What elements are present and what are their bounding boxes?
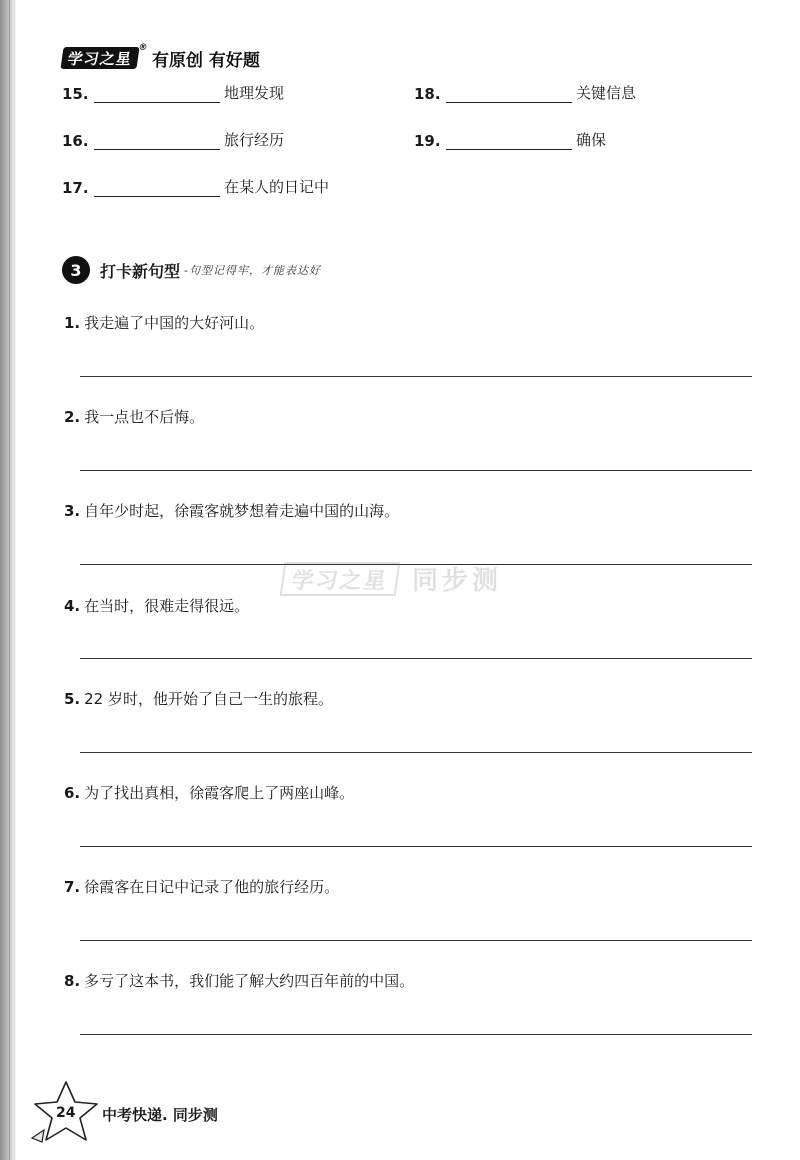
- section-title: 打卡新句型: [100, 261, 181, 281]
- page-footer: [24, 1080, 284, 1146]
- section-heading: [62, 256, 321, 284]
- sentence-item: 5. 22 岁时，他开始了自己一生的旅程。: [64, 690, 333, 708]
- sentence-item: 2. 我一点也不后悔。: [64, 408, 205, 426]
- sentence-item: 7. 徐霞客在日记中记录了他的旅行经历。: [64, 878, 340, 896]
- sentence-text: 我走遍了中国的大好河山。: [84, 314, 265, 332]
- sentence-text: 为了找出真相，徐霞客爬上了两座山峰。: [84, 784, 355, 802]
- footer-title: 中考快递. 同步测: [102, 1106, 218, 1124]
- answer-line[interactable]: [80, 470, 752, 471]
- blank-item-18: 18. 关键信息: [414, 84, 637, 103]
- answer-blank[interactable]: [446, 135, 572, 150]
- sentence-text: 自年少时起，徐霞客就梦想着走遍中国的山海。: [84, 502, 400, 520]
- answer-line[interactable]: [80, 752, 752, 753]
- page-header: [62, 44, 260, 72]
- sentence-item: 1. 我走遍了中国的大好河山。: [64, 314, 265, 332]
- watermark-logo: 学习之星: [280, 562, 401, 596]
- sentence-item: 8. 多亏了这本书，我们能了解大约四百年前的中国。: [64, 972, 415, 990]
- answer-blank[interactable]: [94, 182, 220, 197]
- watermark-text: 同步测: [412, 566, 503, 596]
- blank-item-19: 19. 确保: [414, 131, 607, 150]
- answer-line[interactable]: [80, 1034, 752, 1035]
- answer-line[interactable]: [80, 376, 752, 377]
- answer-line[interactable]: [80, 846, 752, 847]
- sentence-item: 4. 在当时，很难走得很远。: [64, 597, 250, 615]
- sentence-text: 在当时，很难走得很远。: [84, 597, 250, 615]
- section-subtitle: -句型记得牢，才能表达好: [184, 264, 321, 277]
- sentence-text: 我一点也不后悔。: [84, 408, 205, 426]
- answer-blank[interactable]: [446, 88, 572, 103]
- sentence-text: 徐霞客在日记中记录了他的旅行经历。: [84, 878, 340, 896]
- watermark: [282, 560, 502, 597]
- page-number: 24: [56, 1105, 76, 1121]
- sentence-text: 多亏了这本书，我们能了解大约四百年前的中国。: [84, 972, 415, 990]
- answer-line[interactable]: [80, 940, 752, 941]
- section-number-badge: 3: [62, 256, 90, 284]
- blank-item-17: 17. 在某人的日记中: [62, 178, 330, 197]
- sentence-text: 22 岁时，他开始了自己一生的旅程。: [84, 690, 333, 708]
- answer-blank[interactable]: [94, 88, 220, 103]
- header-slogan: 有原创 有好题: [152, 50, 260, 71]
- book-spine: [0, 0, 16, 1160]
- blank-item-15: 15. 地理发现: [62, 84, 285, 103]
- sentence-item: 6. 为了找出真相，徐霞客爬上了两座山峰。: [64, 784, 355, 802]
- blank-item-16: 16. 旅行经历: [62, 131, 285, 150]
- brand-logo: 学习之星 ®: [60, 47, 139, 69]
- answer-line[interactable]: [80, 658, 752, 659]
- answer-blank[interactable]: [94, 135, 220, 150]
- registered-mark: ®: [137, 43, 150, 53]
- sentence-item: 3. 自年少时起，徐霞客就梦想着走遍中国的山海。: [64, 502, 400, 520]
